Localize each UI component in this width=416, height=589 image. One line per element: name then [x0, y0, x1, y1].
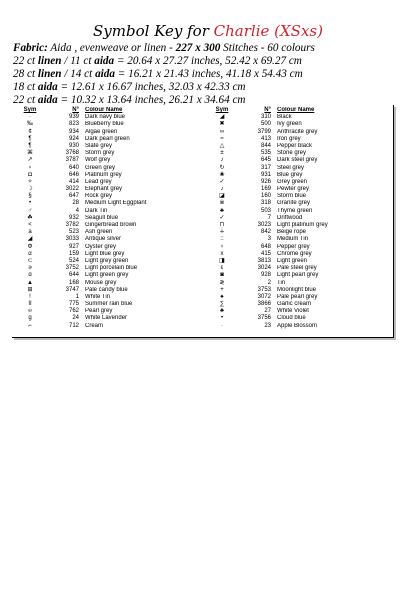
symbol-cell: ♂ — [27, 207, 33, 214]
colour-name-cell: Medium Tin — [277, 236, 309, 243]
table-row — [12, 294, 195, 301]
colour-name-cell: Light green — [277, 257, 308, 264]
table-row — [204, 323, 387, 330]
symbol-cell: ♀ — [219, 243, 225, 250]
header-num: N° — [72, 107, 79, 113]
table-row — [204, 200, 387, 207]
size-lines — [13, 55, 408, 107]
number-cell: 823 — [68, 121, 79, 128]
number-cell: 168 — [68, 279, 79, 286]
number-cell: 645 — [260, 157, 271, 164]
number-cell: 931 — [260, 171, 271, 178]
colour-name-cell: Algae green — [85, 128, 118, 135]
size-part-b: / 11 ct — [61, 55, 95, 68]
symbol-cell: ≷ — [219, 279, 225, 286]
symbol-cell: ◘ — [28, 171, 32, 178]
symbol-cell: ♠ — [220, 293, 224, 300]
table-row — [204, 193, 387, 200]
number-cell: 762 — [68, 308, 79, 315]
size-part-c: = 20.64 x 27.27 inches, 52.42 x 69.27 cm — [114, 55, 302, 68]
number-cell: 928 — [260, 272, 271, 279]
number-cell: 3747 — [65, 286, 79, 293]
colour-name-cell: Ash green — [85, 229, 113, 236]
colour-name-cell: Iron grey — [277, 135, 301, 142]
symbol-cell: ◢ — [27, 236, 33, 243]
number-cell: 924 — [68, 135, 79, 142]
symbol-cell: ♣ — [220, 207, 224, 214]
symbol-cell: x — [220, 250, 224, 257]
table-row — [204, 222, 387, 229]
table-row — [12, 251, 195, 258]
number-cell: 3756 — [257, 315, 271, 322]
table-row — [12, 208, 195, 215]
colour-name-cell: Light porcelain blue — [85, 265, 138, 272]
symbol-cell: < — [28, 222, 32, 228]
symbol-cell: ☘ — [27, 214, 33, 221]
number-cell: 310 — [260, 114, 271, 121]
size-part-a: 22 ct — [13, 55, 38, 68]
symbol-cell: ¶ — [28, 135, 32, 142]
symbol-cell: a — [28, 229, 32, 236]
size-part-a: 18 ct — [13, 81, 38, 94]
symbol-cell: ≈ — [220, 135, 224, 142]
colour-name-cell: Cream — [85, 322, 104, 329]
number-cell: 3033 — [65, 236, 79, 243]
colour-name-cell: Pale candy blue — [85, 286, 128, 293]
symbol-cell: ⌐ — [28, 322, 32, 329]
table-row — [204, 229, 387, 236]
colour-name-cell: Cloud blue — [277, 315, 306, 322]
size-part-c: = 12.61 x 16.67 inches, 32.03 x 42.33 cm — [57, 81, 246, 94]
size-line — [13, 81, 408, 94]
table-row — [12, 215, 195, 222]
colour-name-cell: Pewter grey — [277, 186, 310, 193]
table-row — [12, 157, 195, 164]
number-cell: 28 — [72, 200, 79, 207]
colour-name-cell: Dark Tin — [85, 207, 108, 214]
symbol-cell: ⌘ — [27, 150, 33, 157]
number-cell: 3768 — [65, 150, 79, 157]
symbol-cell: ⊓ — [219, 222, 225, 228]
table-row — [12, 193, 195, 200]
colour-name-cell: Light pearl grey — [277, 272, 319, 279]
table-row — [204, 236, 387, 243]
table-row — [12, 265, 195, 272]
colour-name-cell: Seagull blue — [85, 214, 119, 221]
table-row — [12, 315, 195, 322]
symbol-cell: ¢ — [28, 128, 32, 135]
colour-name-cell: White Tin — [85, 293, 111, 300]
symbol-cell: ℮ — [28, 308, 32, 315]
colour-name-cell: Antique silver — [85, 236, 122, 243]
table-row — [204, 172, 387, 179]
symbol-cell: ‰ — [27, 121, 33, 128]
number-cell: 644 — [68, 272, 79, 279]
symbol-cell: ∞ — [219, 128, 225, 135]
table-row — [12, 308, 195, 315]
table-row — [12, 186, 195, 193]
symbol-cell: ✖ — [219, 121, 225, 128]
number-cell: 844 — [260, 142, 271, 149]
colour-name-cell: Dark navy blue — [85, 114, 126, 121]
header-num: N° — [264, 107, 271, 113]
colour-name-cell: Black — [277, 114, 292, 121]
colour-name-cell: Light grey green — [85, 257, 129, 264]
colour-name-cell: Storm blue — [277, 193, 307, 200]
colour-name-cell: Pepper grey — [277, 243, 310, 250]
header-sym: Sym — [23, 107, 37, 113]
colour-name-cell: Pale pearl grey — [277, 293, 318, 300]
symbol-cell: ✧ — [27, 178, 33, 185]
colour-name-cell: Oyster grey — [85, 243, 117, 250]
symbol-cell: ∍ — [27, 265, 33, 272]
table-row — [12, 200, 195, 207]
table-row — [12, 272, 195, 279]
symbol-cell: ± — [220, 150, 224, 157]
number-cell: 2 — [267, 279, 271, 286]
colour-name-cell: Pale steel grey — [277, 265, 317, 272]
table-row — [12, 129, 195, 136]
number-cell: 3024 — [257, 265, 271, 272]
colour-name-cell: Platinum grey — [85, 171, 122, 178]
number-cell: 414 — [68, 178, 79, 185]
number-cell: 523 — [68, 229, 79, 236]
symbol-cell: · — [221, 322, 223, 329]
symbol-cell: α — [28, 250, 32, 257]
table-row — [204, 136, 387, 143]
size-line — [13, 55, 408, 68]
number-cell: 169 — [260, 186, 271, 193]
table-row — [204, 157, 387, 164]
colour-name-cell: Storm grey — [85, 150, 115, 157]
number-cell: 3787 — [65, 157, 79, 164]
colour-name-cell: Garlic cream — [277, 301, 312, 308]
colour-name-cell: Steel grey — [277, 164, 305, 171]
number-cell: 500 — [260, 121, 271, 128]
number-cell: 415 — [260, 250, 271, 257]
page-title — [0, 22, 416, 40]
number-cell: 934 — [68, 128, 79, 135]
fabric-line — [13, 42, 408, 55]
table-row — [12, 323, 195, 330]
colour-name-cell: Tin — [277, 279, 286, 286]
number-cell: 7 — [267, 214, 271, 221]
symbol-cell: ◪ — [219, 193, 225, 200]
title-prefix: Symbol Key for — [93, 22, 214, 40]
table-row — [204, 121, 387, 128]
table-row — [12, 114, 195, 121]
number-cell: 3866 — [257, 301, 271, 308]
table-row — [204, 208, 387, 215]
table-row — [12, 229, 195, 236]
symbol-cell: ☽ — [27, 186, 33, 193]
symbol-cell: ♪ — [220, 157, 224, 164]
stitch-count: Stitches - 60 colours — [220, 42, 315, 54]
number-cell: 775 — [68, 301, 79, 308]
symbol-cell: ◢ — [219, 114, 225, 121]
table-row — [204, 272, 387, 279]
number-cell: 413 — [260, 135, 271, 142]
colour-name-cell: Anthracite grey — [277, 128, 318, 135]
colour-name-cell: Rock grey — [85, 193, 113, 200]
table-row — [204, 215, 387, 222]
colour-name-cell: Summer rain blue — [85, 301, 133, 308]
table-row — [12, 222, 195, 229]
header-name: Colour Name — [85, 107, 123, 113]
number-cell: 27 — [264, 308, 271, 315]
symbol-cell: ▲ — [27, 279, 33, 286]
table-row — [12, 136, 195, 143]
table-header — [12, 107, 195, 114]
symbol-cell: ✓ — [219, 178, 225, 185]
symbol-cell: ! — [29, 293, 31, 300]
colour-name-cell: White Lavender — [85, 315, 128, 322]
fabric-label: Fabric: — [13, 42, 48, 54]
number-cell: 3782 — [65, 222, 79, 228]
symbol-cell: • — [28, 200, 32, 207]
size-part-c: = 16.21 x 21.43 inches, 41.18 x 54.43 cm — [114, 68, 303, 81]
symbol-cell: • — [220, 315, 224, 322]
colour-name-cell: Blueberry blue — [85, 121, 124, 128]
size-part-a: 22 ct — [13, 94, 38, 107]
size-line — [13, 68, 408, 81]
number-cell: 160 — [260, 193, 271, 200]
table-row — [204, 280, 387, 287]
symbol-table-right — [204, 107, 387, 330]
symbol-table-left — [12, 107, 195, 330]
table-row — [204, 301, 387, 308]
number-cell: 646 — [68, 171, 79, 178]
number-cell: 648 — [260, 243, 271, 250]
number-cell: 3023 — [257, 222, 271, 228]
symbol-cell: :: — [220, 236, 224, 243]
table-row — [12, 301, 195, 308]
number-cell: 842 — [260, 229, 271, 236]
colour-name-cell: Mouse grey — [85, 279, 117, 286]
symbol-cell: ⊂ — [27, 257, 33, 264]
symbol-cell: ↗ — [27, 157, 33, 164]
pattern-name: Charlie (XSxs) — [213, 22, 323, 40]
colour-name-cell: Gingerbread brown — [85, 222, 137, 228]
colour-name-cell: Apple Blossom — [277, 322, 318, 329]
number-cell: 159 — [68, 250, 79, 257]
number-cell: 3752 — [65, 265, 79, 272]
number-cell: 3799 — [257, 128, 271, 135]
symbol-cell: ¶ — [28, 142, 32, 149]
colour-name-cell: Slate grey — [85, 142, 113, 149]
table-row — [204, 265, 387, 272]
colour-name-cell: Grey green — [277, 178, 308, 185]
number-cell: 3 — [267, 236, 271, 243]
colour-name-cell: Thyme green — [277, 207, 313, 214]
number-cell: 712 — [68, 322, 79, 329]
colour-name-cell: Pearl grey — [85, 308, 113, 315]
colour-name-cell: Lead grey — [85, 178, 112, 185]
table-row — [204, 287, 387, 294]
table-row — [204, 244, 387, 251]
fabric-info — [13, 42, 408, 107]
table-row — [12, 172, 195, 179]
symbol-cell: ※ — [219, 200, 225, 207]
size-part-fab2: aida — [94, 55, 115, 68]
table-row — [204, 179, 387, 186]
colour-name-cell: Granite grey — [277, 200, 311, 207]
number-cell: 23 — [264, 322, 271, 329]
symbol-cell: + — [220, 286, 224, 293]
colour-name-cell: Moonlight blue — [277, 286, 317, 293]
size-part-a: 28 ct — [13, 68, 38, 81]
fabric-text: Aida , evenweave or linen - — [47, 42, 176, 54]
number-cell: 535 — [260, 150, 271, 157]
colour-name-cell: Green grey — [85, 164, 116, 171]
table-row — [12, 179, 195, 186]
symbol-cell: ε — [220, 265, 224, 272]
table-row — [204, 114, 387, 121]
table-row — [204, 129, 387, 136]
number-cell: 932 — [68, 214, 79, 221]
colour-name-cell: Elephant grey — [85, 186, 123, 193]
number-cell: 926 — [260, 178, 271, 185]
number-cell: 647 — [68, 193, 79, 200]
table-row — [12, 236, 195, 243]
size-part-fab2: aida — [95, 68, 115, 81]
table-row — [12, 121, 195, 128]
symbol-cell: △ — [219, 142, 225, 149]
symbol-cell: · — [29, 114, 31, 121]
colour-name-cell: Pepper black — [277, 142, 313, 149]
table-row — [12, 143, 195, 150]
symbol-cell: ɑ — [28, 272, 32, 279]
number-cell: 3753 — [257, 286, 271, 293]
table-header — [204, 107, 387, 114]
number-cell: 4 — [75, 207, 79, 214]
table-row — [12, 165, 195, 172]
number-cell: 3022 — [65, 186, 79, 193]
table-row — [204, 308, 387, 315]
colour-name-cell: Dark pearl green — [85, 135, 130, 142]
number-cell: 1 — [75, 293, 79, 300]
size-part-fab1: aida — [37, 94, 58, 107]
colour-name-cell: Beige rope — [277, 229, 307, 236]
symbol-cell: Φ — [27, 243, 33, 250]
colour-name-cell: Chrome grey — [277, 250, 312, 257]
table-row — [204, 315, 387, 322]
colour-name-cell: Ivy green — [277, 121, 302, 128]
number-cell: 640 — [68, 164, 79, 171]
table-row — [204, 186, 387, 193]
number-cell: 930 — [68, 142, 79, 149]
colour-name-cell: Dark steel grey — [277, 157, 318, 164]
size-part-c: = 10.32 x 13.64 inches, 26.21 x 34.64 cm — [57, 94, 246, 107]
symbol-cell: II — [28, 301, 32, 308]
symbol-cell: ∑ — [219, 301, 225, 308]
colour-name-cell: Light green grey — [85, 272, 129, 279]
size-part-fab1: aida — [37, 81, 58, 94]
colour-name-cell: White Violet — [277, 308, 309, 315]
symbol-cell: ♀ — [27, 164, 33, 171]
colour-name-cell: Driftwood — [277, 214, 303, 221]
colour-name-cell: Light blue grey — [85, 250, 125, 257]
table-row — [12, 244, 195, 251]
stitch-size: 227 x 300 — [175, 42, 221, 54]
table-row — [204, 143, 387, 150]
number-cell: 3813 — [257, 257, 271, 264]
symbol-cell: ◙ — [220, 272, 224, 279]
symbol-cell: ♪ — [220, 186, 224, 193]
number-cell: 503 — [260, 207, 271, 214]
symbol-cell: g — [28, 315, 32, 322]
number-cell: 24 — [72, 315, 79, 322]
number-cell: 3072 — [257, 293, 271, 300]
size-part-fab1: linen — [37, 55, 62, 68]
table-row — [204, 258, 387, 265]
table-row — [204, 251, 387, 258]
number-cell: 939 — [68, 114, 79, 121]
header-name: Colour Name — [277, 107, 315, 113]
table-row — [204, 294, 387, 301]
table-row — [12, 258, 195, 265]
colour-name-cell: Medium Light Eggplant — [85, 200, 147, 207]
colour-name-cell: Blue grey — [277, 171, 303, 178]
colour-name-cell: Wolf grey — [85, 157, 111, 164]
symbol-cell: § — [28, 193, 32, 200]
number-cell: 318 — [260, 200, 271, 207]
size-part-b: / 14 ct — [61, 68, 96, 81]
table-row — [204, 150, 387, 157]
number-cell: 524 — [68, 257, 79, 264]
header-sym: Sym — [215, 107, 229, 113]
size-part-fab1: linen — [37, 68, 62, 81]
symbol-cell: ⊞ — [27, 286, 33, 293]
number-cell: 317 — [260, 164, 271, 171]
symbol-cell: ❀ — [219, 171, 225, 178]
symbol-cell: ♣ — [220, 308, 224, 315]
symbol-cell: ∔ — [219, 229, 225, 236]
symbol-cell: ✓ — [219, 214, 225, 221]
symbol-cell: ↻ — [219, 164, 225, 171]
table-row — [204, 165, 387, 172]
table-row — [12, 287, 195, 294]
table-row — [12, 150, 195, 157]
colour-name-cell: Light platinum grey — [277, 222, 328, 228]
symbol-cell: ◨ — [219, 257, 225, 264]
table-row — [12, 280, 195, 287]
colour-name-cell: Stone grey — [277, 150, 307, 157]
number-cell: 927 — [68, 243, 79, 250]
